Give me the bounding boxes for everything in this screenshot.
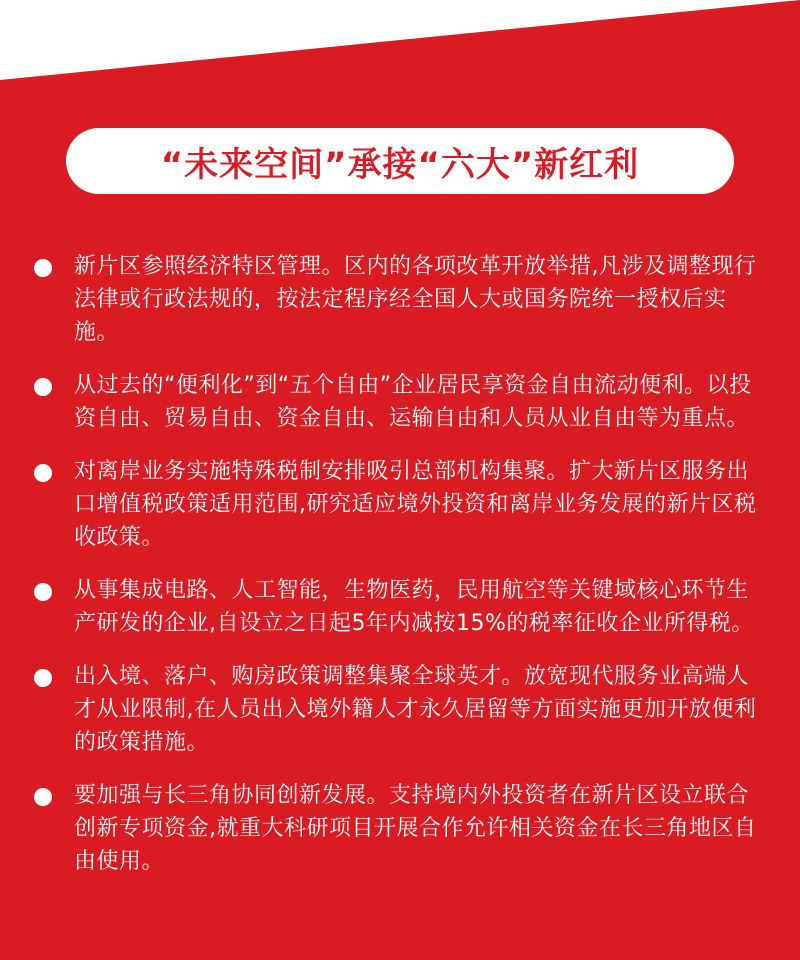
list-item	[30, 660, 770, 759]
list-item-text: 对离岸业务实施特殊税制安排吸引总部机构集聚。扩大新片区服务出口增值税政策适用范围,研究适应境外投资和离岸业务发展的新片区税收政策。	[74, 459, 757, 550]
list-item	[30, 250, 770, 349]
bullet-dot-icon	[34, 583, 52, 601]
bullet-dot-icon	[34, 464, 52, 482]
bullet-dot-icon	[34, 669, 52, 687]
list-item	[30, 574, 770, 640]
list-item	[30, 369, 770, 435]
bullet-dot-icon	[34, 378, 52, 396]
list-item-text: 要加强与长三角协同创新发展。支持境内外投资者在新片区设立联合创新专项资金,就重大科研项目开展合作允许相关资金在长三角地区自由使用。	[74, 783, 757, 874]
bullet-dot-icon	[34, 259, 52, 277]
list-item-text: 出入境、落户、购房政策调整集聚全球英才。放宽现代服务业高端人才从业限制,在人员出入境外籍人才永久居留等方面实施更加开放便利的政策措施。	[74, 664, 757, 755]
title-banner	[66, 128, 734, 194]
list-item-text: 新片区参照经济特区管理。区内的各项改革开放举措,凡涉及调整现行法律或行政法规的，按法定程序经全国人大或国务院统一授权后实施。	[74, 254, 757, 345]
list-item-text: 从过去的“便利化”到“五个自由”企业居民享资金自由流动便利。以投资自由、贸易自由、资金自由、运输自由和人员从业自由等为重点。	[74, 373, 752, 431]
policy-list	[30, 250, 770, 898]
list-item	[30, 455, 770, 554]
bullet-dot-icon	[34, 788, 52, 806]
list-item	[30, 779, 770, 878]
page-title: “未来空间”承接“六大”新红利	[160, 144, 640, 185]
list-item-text: 从事集成电路、人工智能，生物医药，民用航空等关键域核心环节生产研发的企业,自设立之日起5年内减按15%的税率征收企业所得税。	[74, 578, 754, 636]
